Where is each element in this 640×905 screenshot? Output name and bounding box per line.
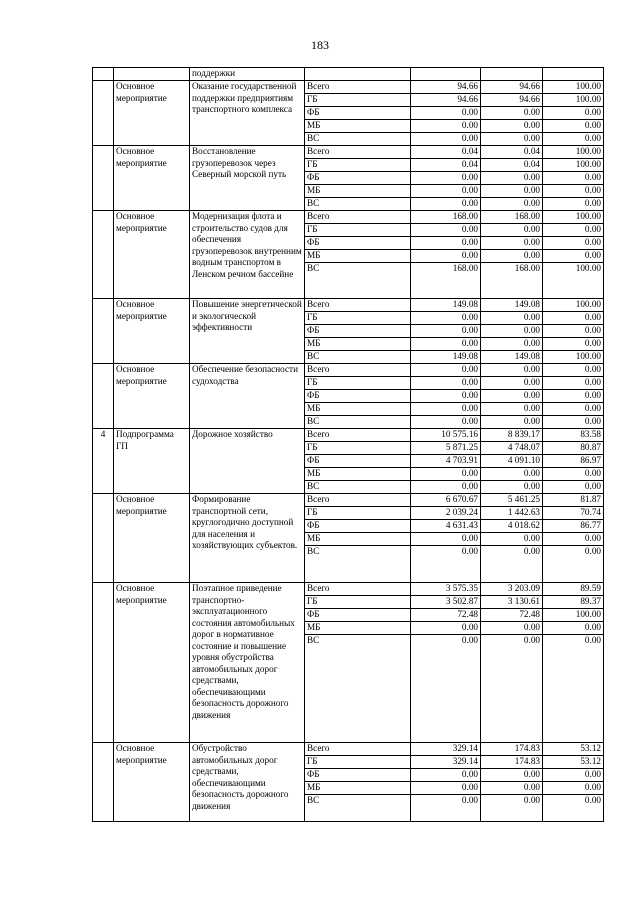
cell-fact: 168.00 (481, 263, 543, 299)
cell-percent: 0.00 (543, 338, 604, 351)
cell-percent: 0.00 (543, 120, 604, 133)
cell-source: Всего (305, 743, 411, 756)
cell-source: ФБ (305, 390, 411, 403)
cell-plan: 0.00 (411, 390, 481, 403)
cell-name: Дорожное хозяйство (190, 429, 305, 494)
cell-plan: 94.66 (411, 81, 481, 94)
cell-percent: 0.00 (543, 468, 604, 481)
cell-source: МБ (305, 120, 411, 133)
table-row (93, 299, 604, 312)
cell-number (93, 299, 114, 364)
cell-plan: 0.00 (411, 533, 481, 546)
cell-plan: 0.00 (411, 795, 481, 822)
cell-type: Основное мероприятие (114, 211, 190, 299)
cell-plan: 0.00 (411, 416, 481, 429)
cell-percent: 100.00 (543, 146, 604, 159)
cell-percent: 0.00 (543, 481, 604, 494)
cell-source: ВС (305, 416, 411, 429)
cell-percent: 0.00 (543, 403, 604, 416)
cell-plan: 3 502.87 (411, 596, 481, 609)
cell-name: Восстановление грузоперевозок через Северный морской путь (190, 146, 305, 211)
cell-percent: 0.00 (543, 390, 604, 403)
table-row (93, 146, 604, 159)
cell-number (93, 583, 114, 743)
cell-type: Основное мероприятие (114, 583, 190, 743)
cell-source: Всего (305, 81, 411, 94)
cell-plan: 10 575.16 (411, 429, 481, 442)
cell-percent: 0.00 (543, 546, 604, 583)
cell-source: МБ (305, 403, 411, 416)
cell-percent: 89.59 (543, 583, 604, 596)
cell-fact: 0.00 (481, 107, 543, 120)
cell-plan: 149.08 (411, 351, 481, 364)
cell-plan: 168.00 (411, 211, 481, 224)
cell-percent: 100.00 (543, 263, 604, 299)
cell-percent: 0.00 (543, 325, 604, 338)
cell-name: Повышение энергетической и экологической эффективности (190, 299, 305, 364)
cell-percent: 100.00 (543, 351, 604, 364)
cell-fact: 0.00 (481, 237, 543, 250)
cell-source: ГБ (305, 94, 411, 107)
cell-source: ГБ (305, 756, 411, 769)
cell-source: Всего (305, 583, 411, 596)
cell-percent (543, 68, 604, 81)
cell-percent: 0.00 (543, 635, 604, 743)
cell-plan: 0.00 (411, 403, 481, 416)
cell-percent: 0.00 (543, 198, 604, 211)
cell-plan: 0.00 (411, 120, 481, 133)
cell-fact: 0.04 (481, 146, 543, 159)
cell-fact: 0.00 (481, 250, 543, 263)
cell-number (93, 68, 114, 81)
cell-plan: 0.00 (411, 198, 481, 211)
cell-source: МБ (305, 533, 411, 546)
cell-percent: 0.00 (543, 185, 604, 198)
cell-source: ГБ (305, 507, 411, 520)
cell-fact: 0.00 (481, 468, 543, 481)
cell-source: ФБ (305, 237, 411, 250)
cell-type: Основное мероприятие (114, 81, 190, 146)
cell-percent: 0.00 (543, 312, 604, 325)
cell-number (93, 146, 114, 211)
cell-percent: 0.00 (543, 172, 604, 185)
cell-plan: 0.00 (411, 312, 481, 325)
cell-fact: 0.00 (481, 120, 543, 133)
cell-source: ВС (305, 198, 411, 211)
cell-source: Всего (305, 494, 411, 507)
cell-percent: 100.00 (543, 609, 604, 622)
cell-fact: 0.00 (481, 769, 543, 782)
cell-plan: 5 871.25 (411, 442, 481, 455)
cell-number: 4 (93, 429, 114, 494)
cell-plan: 0.00 (411, 377, 481, 390)
cell-fact: 0.04 (481, 159, 543, 172)
cell-plan: 0.00 (411, 622, 481, 635)
cell-fact: 149.08 (481, 299, 543, 312)
cell-name: поддержки (190, 68, 305, 81)
cell-percent: 53.12 (543, 743, 604, 756)
cell-plan: 329.14 (411, 756, 481, 769)
cell-plan: 0.00 (411, 237, 481, 250)
cell-plan: 0.00 (411, 769, 481, 782)
cell-plan: 149.08 (411, 299, 481, 312)
cell-source: ФБ (305, 455, 411, 468)
cell-fact: 174.83 (481, 743, 543, 756)
cell-plan (411, 68, 481, 81)
table-row (93, 583, 604, 596)
cell-fact: 4 091.10 (481, 455, 543, 468)
cell-plan: 0.00 (411, 250, 481, 263)
cell-fact: 0.00 (481, 795, 543, 822)
cell-percent: 0.00 (543, 250, 604, 263)
cell-name: Модернизация флота и строительство судов для обеспечения грузоперевозок внутренним водным транспортом в Ленском речном бассейне (190, 211, 305, 299)
cell-source: ГБ (305, 224, 411, 237)
cell-percent: 0.00 (543, 782, 604, 795)
cell-source: ГБ (305, 442, 411, 455)
cell-source: Всего (305, 211, 411, 224)
cell-percent: 0.00 (543, 622, 604, 635)
cell-source: ВС (305, 635, 411, 743)
cell-percent: 83.58 (543, 429, 604, 442)
cell-percent: 0.00 (543, 533, 604, 546)
cell-source: Всего (305, 364, 411, 377)
table-row (93, 743, 604, 756)
cell-fact: 0.00 (481, 198, 543, 211)
cell-percent: 70.74 (543, 507, 604, 520)
cell-fact: 0.00 (481, 312, 543, 325)
cell-number (93, 743, 114, 822)
table-row (93, 364, 604, 377)
cell-number (93, 494, 114, 583)
cell-percent: 0.00 (543, 237, 604, 250)
cell-plan: 0.00 (411, 338, 481, 351)
cell-source: ГБ (305, 596, 411, 609)
cell-fact: 174.83 (481, 756, 543, 769)
table-row (93, 429, 604, 442)
cell-fact: 0.00 (481, 364, 543, 377)
cell-name: Обеспечение безопасности судоходства (190, 364, 305, 429)
table-row (93, 68, 604, 81)
cell-percent: 0.00 (543, 377, 604, 390)
cell-name: Обустройство автомобильных дорог средствами, обеспечивающими безопасность дорожного движения (190, 743, 305, 822)
cell-percent: 100.00 (543, 211, 604, 224)
cell-source: Всего (305, 299, 411, 312)
cell-source (305, 68, 411, 81)
cell-fact: 0.00 (481, 782, 543, 795)
cell-percent: 0.00 (543, 224, 604, 237)
cell-fact: 149.08 (481, 351, 543, 364)
cell-plan: 0.00 (411, 782, 481, 795)
cell-type: Основное мероприятие (114, 299, 190, 364)
cell-fact: 0.00 (481, 133, 543, 146)
cell-fact: 168.00 (481, 211, 543, 224)
cell-source: Всего (305, 146, 411, 159)
cell-plan: 0.04 (411, 159, 481, 172)
cell-name: Оказание государственной поддержки предприятиям транспортного комплекса (190, 81, 305, 146)
cell-type: Подпрограмма ГП (114, 429, 190, 494)
cell-fact: 94.66 (481, 81, 543, 94)
cell-type: Основное мероприятие (114, 494, 190, 583)
cell-fact: 0.00 (481, 403, 543, 416)
cell-source: МБ (305, 185, 411, 198)
cell-percent: 86.77 (543, 520, 604, 533)
cell-percent: 0.00 (543, 769, 604, 782)
cell-source: МБ (305, 622, 411, 635)
cell-source: ФБ (305, 107, 411, 120)
cell-plan: 0.00 (411, 468, 481, 481)
cell-fact: 5 461.25 (481, 494, 543, 507)
cell-plan: 2 039.24 (411, 507, 481, 520)
cell-fact: 0.00 (481, 546, 543, 583)
cell-plan: 0.00 (411, 224, 481, 237)
cell-fact: 0.00 (481, 481, 543, 494)
cell-type: Основное мероприятие (114, 146, 190, 211)
cell-number (93, 211, 114, 299)
cell-source: МБ (305, 782, 411, 795)
cell-source: МБ (305, 250, 411, 263)
cell-fact (481, 68, 543, 81)
cell-number (93, 364, 114, 429)
table-row (93, 211, 604, 224)
cell-plan: 72.48 (411, 609, 481, 622)
cell-fact: 0.00 (481, 533, 543, 546)
table-row (93, 81, 604, 94)
cell-plan: 0.04 (411, 146, 481, 159)
cell-percent: 100.00 (543, 159, 604, 172)
cell-fact: 0.00 (481, 338, 543, 351)
budget-table (92, 67, 604, 822)
cell-plan: 0.00 (411, 546, 481, 583)
cell-source: ВС (305, 133, 411, 146)
cell-type: Основное мероприятие (114, 364, 190, 429)
cell-fact: 72.48 (481, 609, 543, 622)
cell-plan: 4 631.43 (411, 520, 481, 533)
cell-source: ВС (305, 481, 411, 494)
cell-fact: 3 203.09 (481, 583, 543, 596)
cell-plan: 0.00 (411, 481, 481, 494)
cell-plan: 0.00 (411, 133, 481, 146)
cell-fact: 3 130.61 (481, 596, 543, 609)
cell-source: ГБ (305, 159, 411, 172)
cell-percent: 100.00 (543, 299, 604, 312)
cell-fact: 4 018.62 (481, 520, 543, 533)
cell-plan: 3 575.35 (411, 583, 481, 596)
cell-source: ФБ (305, 520, 411, 533)
cell-plan: 0.00 (411, 635, 481, 743)
table-row (93, 494, 604, 507)
cell-plan: 4 703.91 (411, 455, 481, 468)
cell-type: Основное мероприятие (114, 743, 190, 822)
cell-percent: 0.00 (543, 416, 604, 429)
cell-fact: 0.00 (481, 172, 543, 185)
cell-fact: 0.00 (481, 390, 543, 403)
cell-source: ФБ (305, 609, 411, 622)
cell-source: ГБ (305, 377, 411, 390)
cell-source: МБ (305, 468, 411, 481)
cell-source: ФБ (305, 172, 411, 185)
cell-fact: 1 442.63 (481, 507, 543, 520)
cell-source: ФБ (305, 325, 411, 338)
cell-type (114, 68, 190, 81)
cell-plan: 0.00 (411, 185, 481, 198)
cell-source: ВС (305, 546, 411, 583)
cell-fact: 0.00 (481, 185, 543, 198)
cell-fact: 0.00 (481, 377, 543, 390)
cell-fact: 4 748.07 (481, 442, 543, 455)
cell-source: ВС (305, 795, 411, 822)
cell-plan: 0.00 (411, 325, 481, 338)
cell-plan: 0.00 (411, 172, 481, 185)
cell-fact: 94.66 (481, 94, 543, 107)
cell-plan: 94.66 (411, 94, 481, 107)
cell-source: ВС (305, 351, 411, 364)
cell-source: ФБ (305, 769, 411, 782)
cell-source: ВС (305, 263, 411, 299)
cell-name: Поэтапное приведение транспортно-эксплуатационного состояния автомобильных дорог в нормативное состояние и повышение уровня обустройства автомобильных дорог средствами, обеспечивающими безопасность дорожного движения (190, 583, 305, 743)
cell-name: Формирование транспортной сети, круглогодично доступной для населения и хозяйствующих субъектов. (190, 494, 305, 583)
cell-source: МБ (305, 338, 411, 351)
cell-percent: 80.87 (543, 442, 604, 455)
cell-percent: 0.00 (543, 107, 604, 120)
cell-fact: 0.00 (481, 416, 543, 429)
cell-fact: 0.00 (481, 224, 543, 237)
cell-percent: 81.87 (543, 494, 604, 507)
cell-percent: 89.37 (543, 596, 604, 609)
cell-percent: 0.00 (543, 133, 604, 146)
cell-percent: 100.00 (543, 81, 604, 94)
cell-plan: 0.00 (411, 107, 481, 120)
cell-source: Всего (305, 429, 411, 442)
cell-percent: 86.97 (543, 455, 604, 468)
cell-fact: 8 839.17 (481, 429, 543, 442)
cell-plan: 0.00 (411, 364, 481, 377)
cell-source: ГБ (305, 312, 411, 325)
cell-fact: 0.00 (481, 325, 543, 338)
cell-percent: 0.00 (543, 364, 604, 377)
cell-fact: 0.00 (481, 622, 543, 635)
cell-fact: 0.00 (481, 635, 543, 743)
cell-plan: 168.00 (411, 263, 481, 299)
cell-number (93, 81, 114, 146)
cell-plan: 6 670.67 (411, 494, 481, 507)
page-number: 183 (311, 38, 329, 52)
cell-plan: 329.14 (411, 743, 481, 756)
cell-percent: 53.12 (543, 756, 604, 769)
cell-percent: 0.00 (543, 795, 604, 822)
cell-percent: 100.00 (543, 94, 604, 107)
